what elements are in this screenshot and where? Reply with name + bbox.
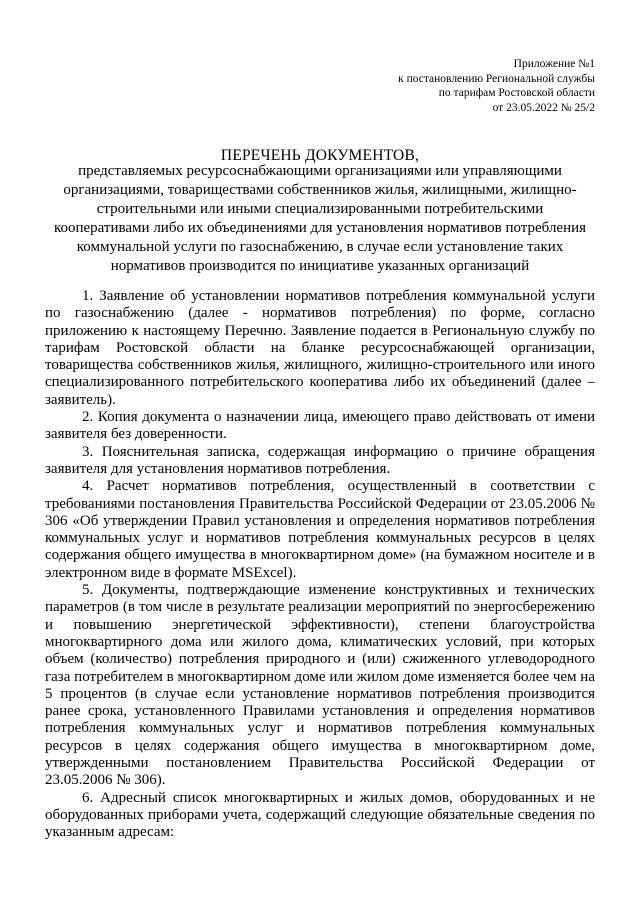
subtitle-line: организациями, товариществами собственников жилья, жилищными, жилищно- bbox=[63, 182, 577, 198]
paragraph-4: 4. Расчет нормативов потребления, осуществленный в соответствии с требованиями постановления Правительства Российской Федерации от 23.05.2006 № 306 «Об утверждении Правил установления и определения нормативов потребления коммунальных услуг и нормативов потребления коммунальных ресурсов в целях содержания общего имущества в многоквартирном доме» (на бумажном носителе и в электронном виде в формате MSExcel). bbox=[45, 478, 595, 581]
paragraph-2: 2. Копия документа о назначении лица, имеющего право действовать от имени заявителя без доверенности. bbox=[45, 409, 595, 443]
appendix-header bbox=[398, 57, 595, 115]
subtitle-line: представляемых ресурсоснабжающими организациями или управляющими bbox=[78, 163, 562, 179]
document-body bbox=[45, 288, 595, 842]
paragraph-6: 6. Адресный список многоквартирных и жилых домов, оборудованных и не оборудованных приборами учета, содержащий следующие обязательные сведения по указанным адресам: bbox=[45, 789, 595, 841]
paragraph-5: 5. Документы, подтверждающие изменение конструктивных и технических параметров (в том числе в результате реализации мероприятий по энергосбережению и повышению энергетической эффективности), степени благоустройства многоквартирного дома или жилого дома, климатических условий, при которых объем (количество) потребления природного и (или) сжиженного углеводородного газа потребителем в многоквартирном доме или жилом доме изменяется более чем на 5 процентов (в случае если установление нормативов потребления производится ранее срока, установленного Правилами установления и определения нормативов потребления коммунальных услуг и нормативов потребления коммунальных ресурсов в целях содержания общего имущества в многоквартирном доме, утвержденными постановлением Правительства Российской Федерации от 23.05.2006 № 306). bbox=[45, 582, 595, 789]
document-title: ПЕРЕЧЕНЬ ДОКУМЕНТОВ, bbox=[220, 147, 420, 164]
subtitle-line: нормативов производится по инициативе указанных организаций bbox=[110, 258, 530, 274]
document-subtitle bbox=[30, 162, 610, 276]
subtitle-line: кооперативами либо их объединениями для установления нормативов потребления bbox=[53, 220, 587, 236]
paragraph-1: 1. Заявление об установлении нормативов потребления коммунальной услуги по газоснабжению (далее - нормативов потребления) по форме, согласно приложению к настоящему Перечню. Заявление подается в Региональную службу по тарифам Ростовской области на бланке ресурсоснабжающей организации, товарищества собственников жилья, жилищного, жилищно-строительного или иного специализированного потребительского кооператива либо их объединений (далее – заявитель). bbox=[45, 288, 595, 408]
subtitle-line: коммунальной услуги по газоснабжению, в случае если установление таких bbox=[76, 239, 564, 255]
paragraph-3: 3. Пояснительная записка, содержащая информацию о причине обращения заявителя для установления нормативов потребления. bbox=[45, 443, 595, 477]
appendix-line-3: по тарифам Ростовской области bbox=[438, 87, 595, 99]
appendix-line-1: Приложение №1 bbox=[513, 58, 595, 70]
appendix-line-4: от 23.05.2022 № 25/2 bbox=[492, 101, 595, 114]
appendix-line-2: к постановлению Региональной службы bbox=[398, 72, 595, 85]
subtitle-line: строительными или иными специализированными потребительскими bbox=[96, 201, 544, 217]
